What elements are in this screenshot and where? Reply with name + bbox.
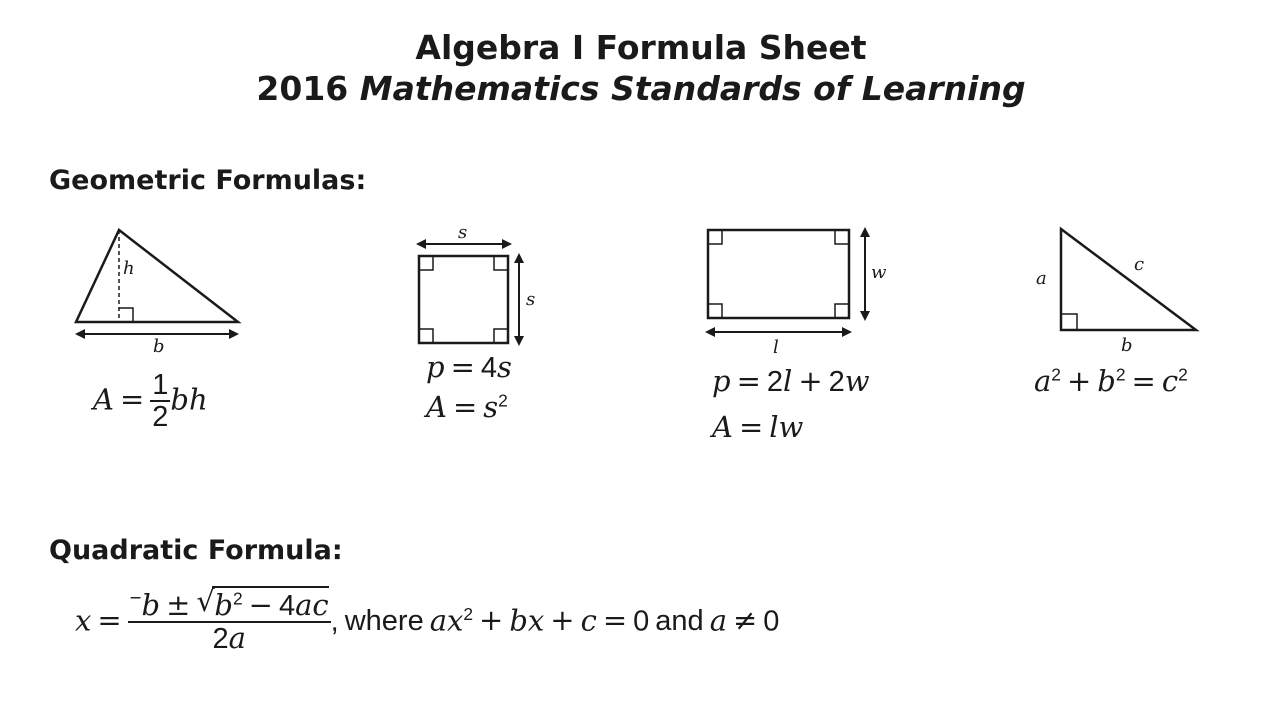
rectangle-width-label: w	[871, 262, 887, 283]
quadratic-heading: Quadratic Formula:	[49, 535, 343, 566]
sheet-title: Algebra I Formula Sheet	[415, 28, 867, 67]
triangle-right-angle-mark	[119, 308, 133, 322]
sheet-subtitle	[0, 69, 1282, 109]
rectangle-shape	[708, 230, 849, 318]
right-triangle-diagram	[1055, 222, 1205, 337]
quadratic-formula: x = −b ± √ $b^2 - 4ac$ 2a , where $ax^2$ + bx + c = 0 and a ≠ 0	[75, 584, 780, 656]
square-root: √ $b^2 - 4ac$	[196, 584, 329, 622]
triangle-area-formula: A = $\frac{1}{2}$ bh	[93, 369, 208, 434]
square-perimeter-formula: p = 4s	[426, 350, 512, 384]
triangle-diagram	[70, 220, 250, 350]
square-area-formula: $A = s^2$	[426, 390, 508, 424]
right-triangle-c-label: c	[1134, 254, 1145, 275]
quadratic-fraction: −b ± √ $b^2 - 4ac$ 2a	[129, 584, 329, 656]
square-diagram	[412, 230, 537, 350]
pythagorean-formula: $a^2 + b^2 = c^2$	[1034, 364, 1188, 398]
where-word: where	[344, 605, 424, 638]
and-word: and	[655, 605, 704, 638]
rectangle-area-formula: A = lw	[712, 410, 804, 444]
triangle-base-label: b	[153, 336, 165, 357]
triangle-shape	[76, 230, 238, 322]
geometric-heading: Geometric Formulas:	[49, 165, 367, 196]
subtitle-year: 2016	[256, 69, 349, 108]
square-right-label: s	[526, 289, 536, 310]
rectangle-diagram	[703, 225, 888, 345]
right-triangle-a-label: a	[1036, 268, 1047, 289]
one-half-fraction: $\frac{1}{2}$	[152, 369, 169, 434]
square-top-label: s	[458, 222, 468, 243]
right-triangle-right-angle-mark	[1061, 314, 1077, 330]
right-triangle-b-label: b	[1121, 335, 1133, 356]
right-triangle-shape	[1061, 229, 1196, 330]
triangle-height-label: h	[123, 258, 135, 279]
subtitle-name: Mathematics Standards of Learning	[359, 69, 1026, 108]
rectangle-length-label: l	[773, 337, 779, 358]
rectangle-perimeter-formula: p = 2l + 2w	[712, 364, 870, 398]
